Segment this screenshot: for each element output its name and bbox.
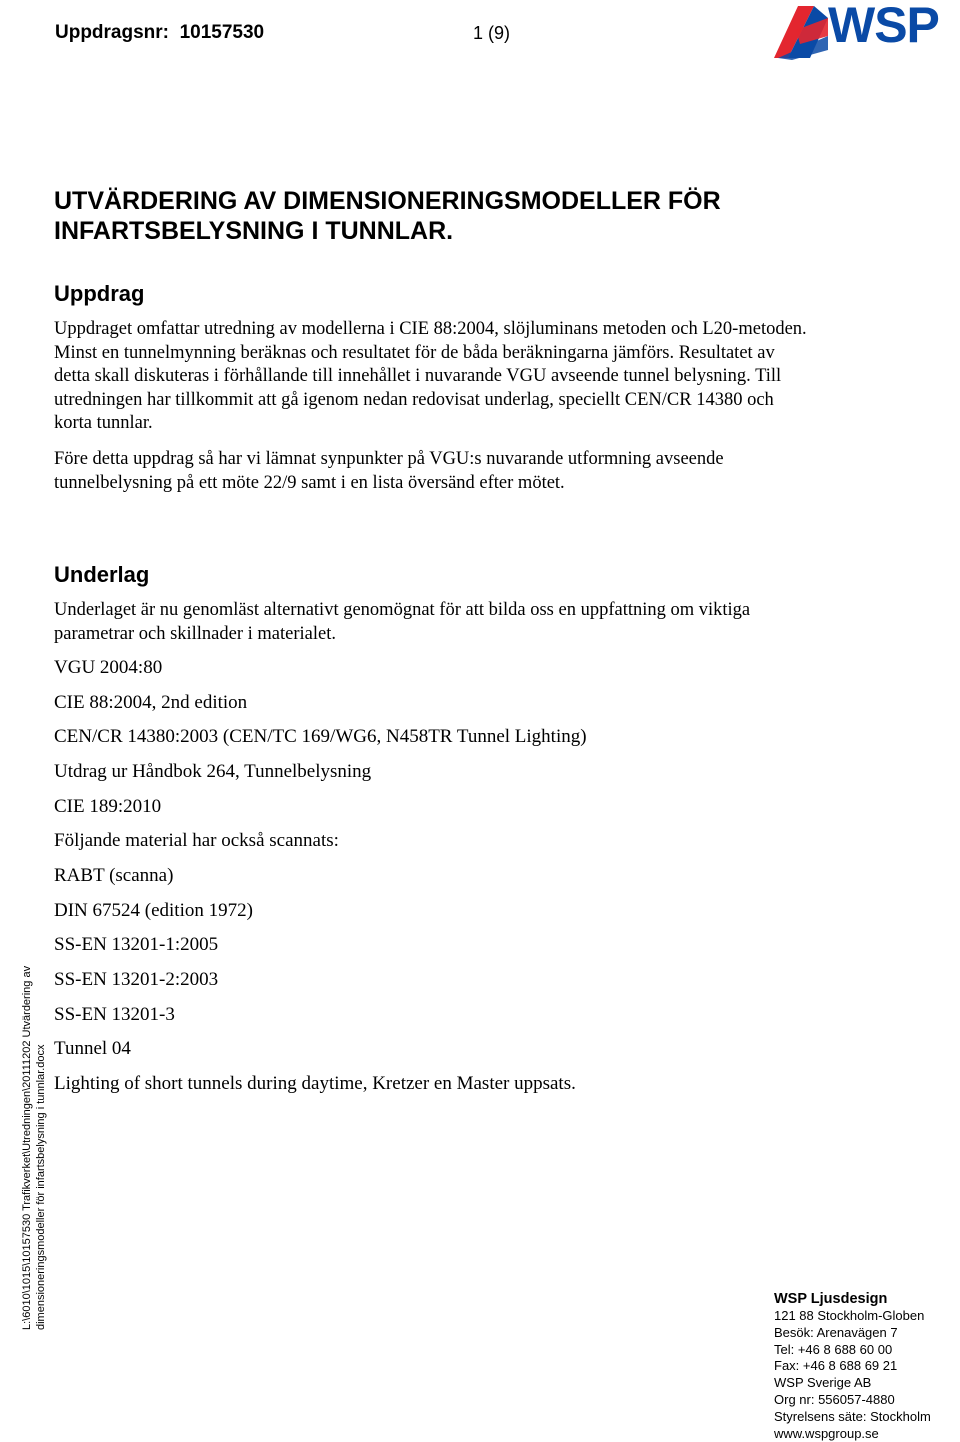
assignment-label: Uppdragsnr: (55, 22, 169, 43)
assignment-value: 10157530 (179, 22, 265, 43)
underlag-item: CIE 88:2004, 2nd edition (54, 692, 248, 713)
wsp-logo-text: WSP (828, 0, 939, 53)
underlag-item: SS-EN 13201-3 (54, 1004, 175, 1025)
footer-line: Besök: Arenavägen 7 (774, 1324, 898, 1340)
footer-line: Fax: +46 8 688 69 21 (774, 1358, 898, 1374)
footer-line: WSP Sverige AB (774, 1375, 872, 1391)
underlag-item: DIN 67524 (edition 1972) (54, 900, 253, 921)
company-footer (774, 1290, 960, 1442)
file-path-line-2: dimensioneringsmodeller för infartsbelysning i tunnlar.docx (35, 1044, 47, 1330)
uppdrag-paragraph-2: Före detta uppdrag så har vi lämnat synpunkter på VGU:s nuvarande utformning avseende tunnelbelysning på ett möte 22/9 samt i en lista översänd efter mötet. (54, 449, 724, 493)
underlag-item: VGU 2004:80 (54, 657, 163, 678)
underlag-item: Lighting of short tunnels during daytime, Kretzer en Master uppsats. (54, 1073, 576, 1094)
heading-underlag: Underlag (54, 562, 150, 587)
file-path-sidebar (20, 966, 48, 1330)
underlag-item: RABT (scanna) (54, 865, 174, 886)
footer-line: 121 88 Stockholm-Globen (774, 1308, 925, 1323)
underlag-item: CIE 189:2010 (54, 796, 162, 817)
footer-website[interactable]: www.wspgroup.se (774, 1425, 879, 1441)
underlag-item: SS-EN 13201-1:2005 (54, 934, 219, 955)
underlag-item: Utdrag ur Håndbok 264, Tunnelbelysning (54, 761, 372, 782)
underlag-item: CEN/CR 14380:2003 (CEN/TC 169/WG6, N458TR Tunnel Lighting) (54, 726, 587, 747)
underlag-item: Tunnel 04 (54, 1038, 131, 1059)
footer-line: Tel: +46 8 688 60 00 (774, 1341, 893, 1357)
footer-line: Styrelsens säte: Stockholm (774, 1408, 931, 1424)
assignment-number (55, 22, 264, 44)
file-path-line-1: L:\6010\1015\10157530 Trafikverket\Utredningen\20111202 Utvärdering av (21, 965, 33, 1330)
uppdrag-paragraph-1: Uppdraget omfattar utredning av modellerna i CIE 88:2004, slöjluminans metoden och L20-metoden. Minst en tunnelmynning beräknas och resultatet för de båda beräkningarna jämförs. Resultatet av detta skall diskuteras i förhållande till innehållet i nuvarande VGU avseende tunnel belysning. Till utredningen har tillkommit att gå igenom nedan redovisat underlag, speciellt CEN/CR 14380 och korta tunnlar. (54, 319, 807, 433)
underlag-intro: Underlaget är nu genomläst alternativt genomögnat för att bilda oss en uppfattning om viktiga parametrar och skillnader i materialet. (54, 600, 751, 644)
underlag-item: SS-EN 13201-2:2003 (54, 969, 219, 990)
page-indicator: 1 (9) (473, 23, 511, 43)
heading-uppdrag: Uppdrag (54, 281, 145, 306)
underlag-item: Följande material har också scannats: (54, 830, 339, 851)
footer-company-name: WSP Ljusdesign (774, 1291, 888, 1307)
document-title: UTVÄRDERING AV DIMENSIONERINGSMODELLER FÖR INFARTSBELYSNING I TUNNLAR. (54, 187, 721, 245)
footer-line: Org nr: 556057-4880 (774, 1391, 895, 1407)
